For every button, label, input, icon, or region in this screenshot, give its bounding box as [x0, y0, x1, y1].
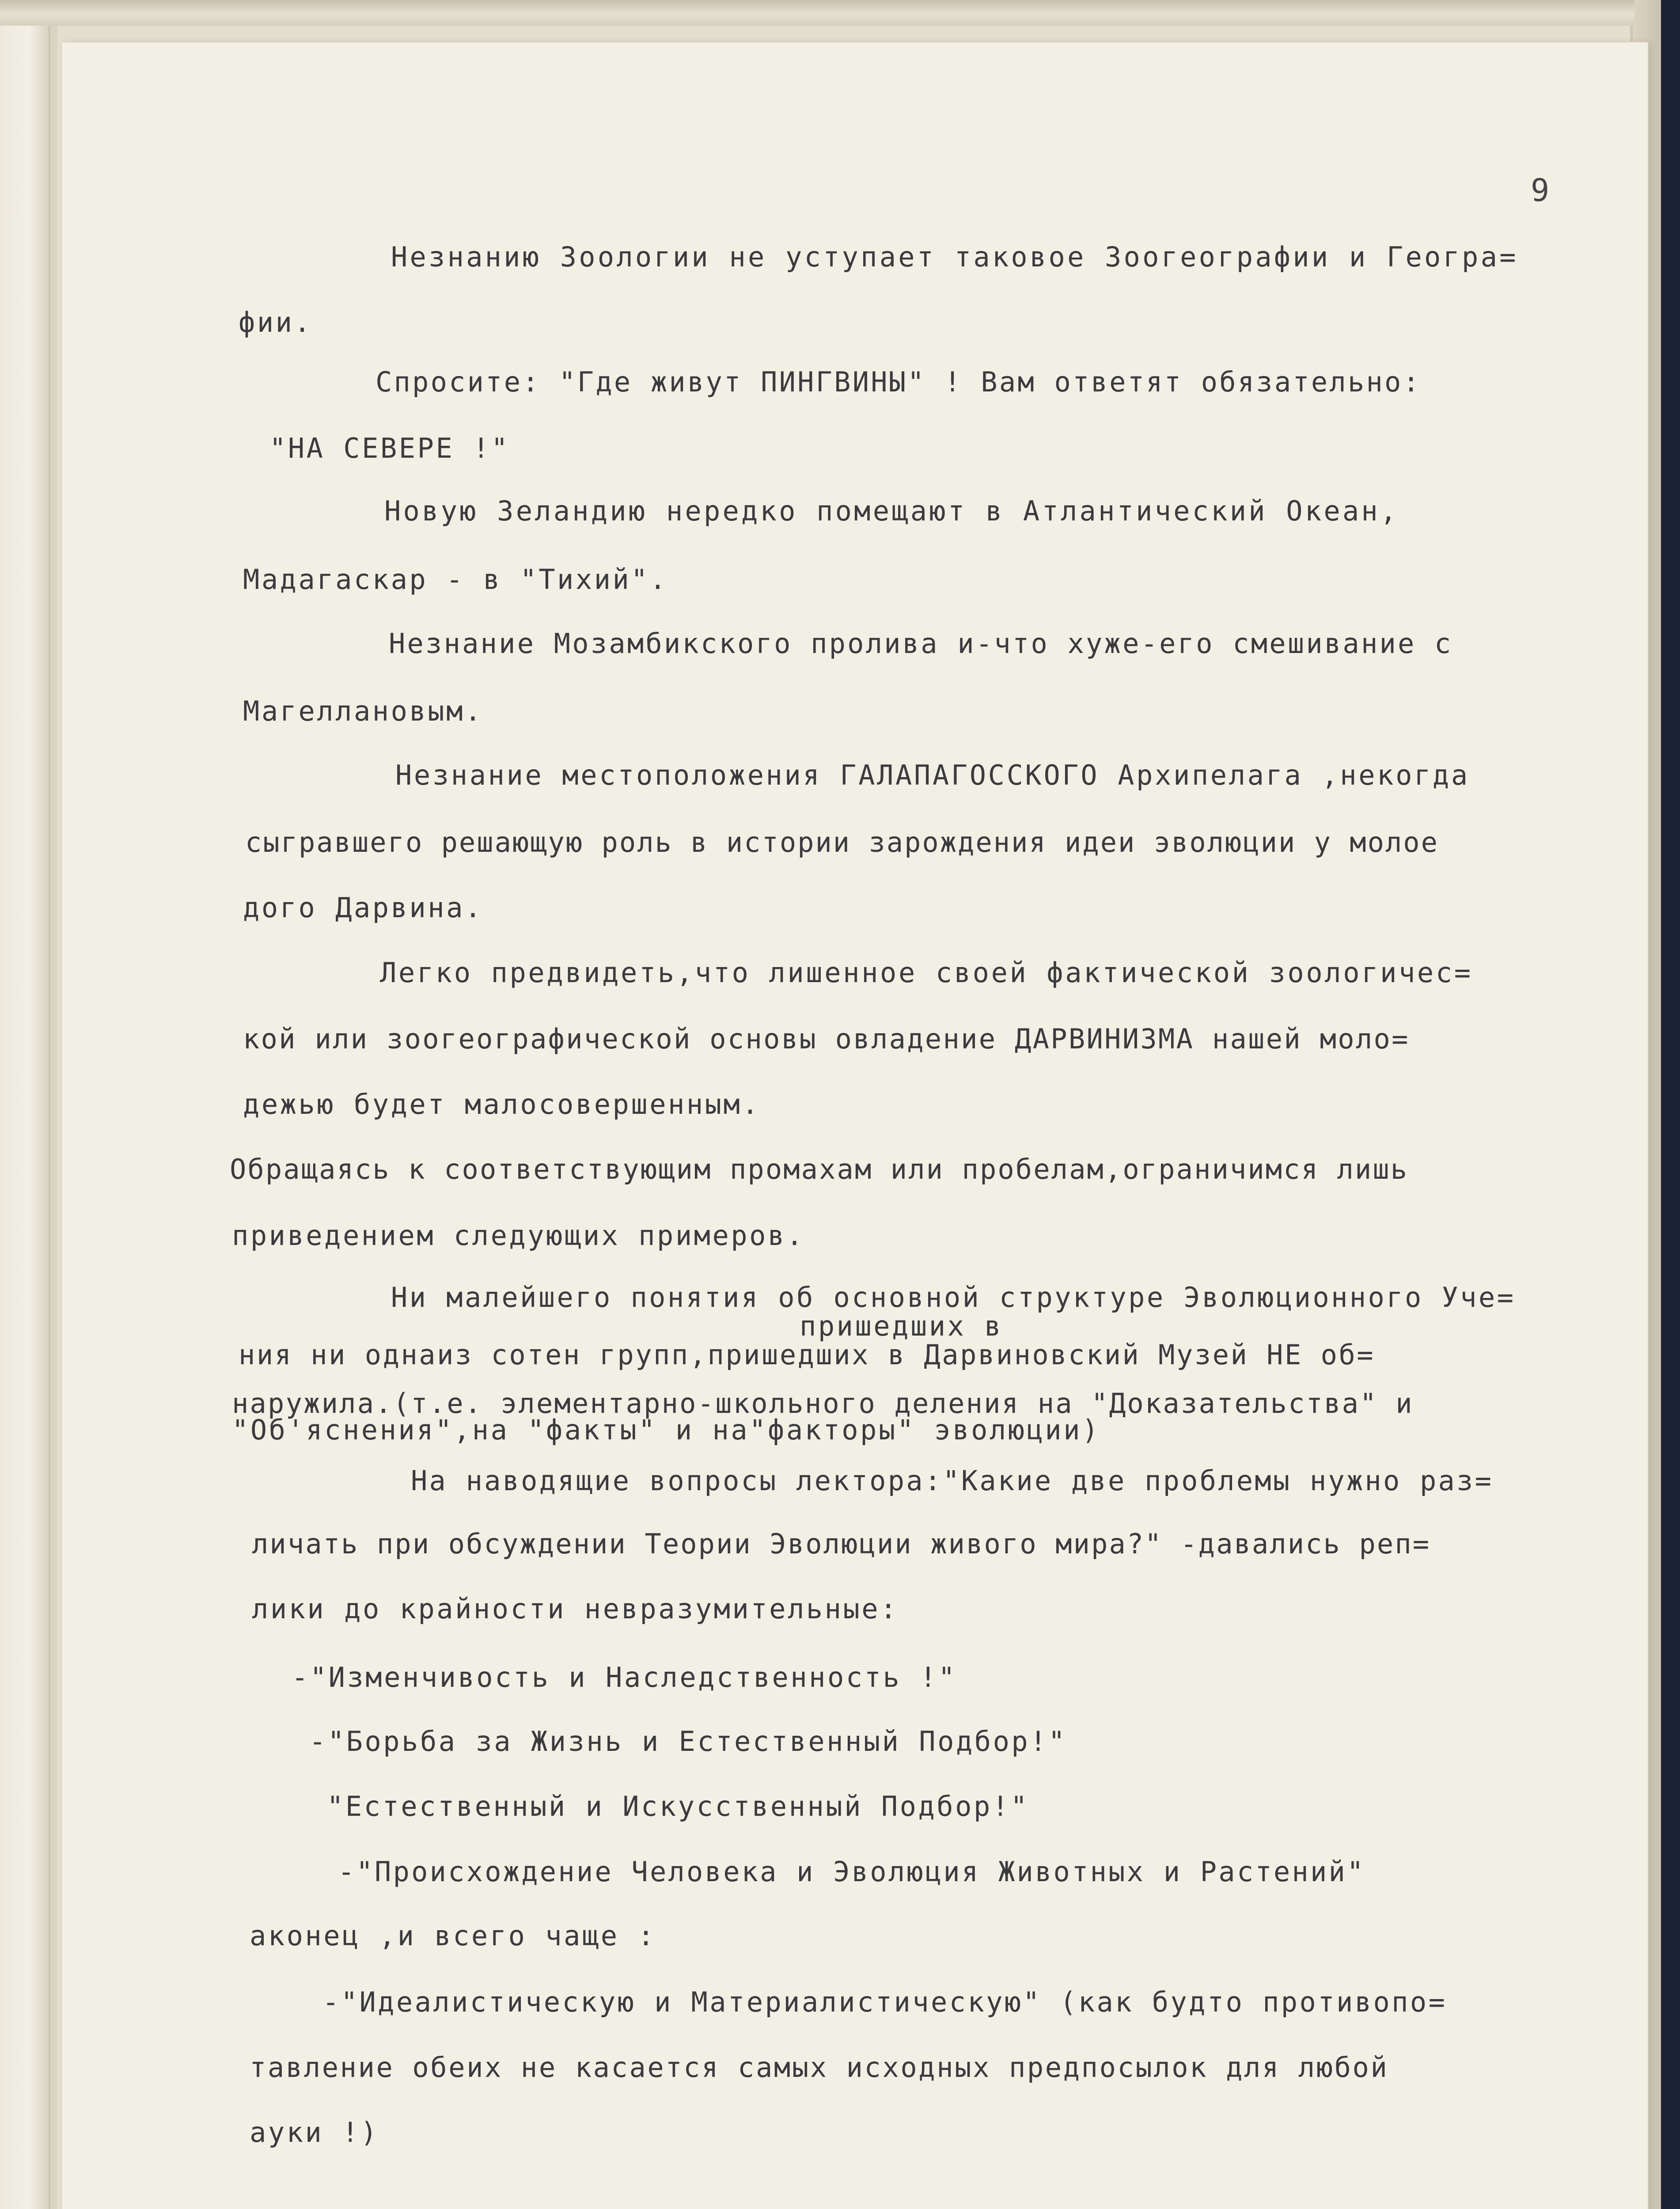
text-line: Спросите: "Где живут ПИНГВИНЫ" ! Вам ответят обязательно: — [375, 366, 1422, 398]
text-line: -"Происхождение Человека и Эволюция Животных и Растений" — [338, 1856, 1365, 1888]
text-line: -"Идеалистическую и Материалистическую" (как будто противопо= — [322, 1986, 1447, 2018]
top-page-edges — [0, 0, 1634, 26]
text-line: дого Дарвина. — [243, 892, 483, 924]
text-line: ния ни однаиз сотен групп,пришедших в Дарвиновский Музей НЕ об= — [239, 1339, 1375, 1371]
text-line: Новую Зеландию нередко помещают в Атлантический Океан, — [384, 495, 1399, 527]
text-line: аконец ,и всего чаще : — [250, 1920, 656, 1952]
text-line: "Естественный и Искусственный Подбор!" — [327, 1790, 1029, 1822]
text-line: фии. — [239, 306, 313, 338]
text-line: Незнание Мозамбикского пролива и-что хуже-его смешивание с — [389, 627, 1453, 660]
text-line: Ни малейшего понятия об основной структуре Эволюционного Уче= — [391, 1281, 1516, 1313]
text-line: наружила.(т.е. элементарно-школьного деления на "Доказательства" и — [232, 1387, 1414, 1420]
text-line: -"Изменчивость и Наследственность !" — [292, 1661, 957, 1693]
binding-fold — [0, 0, 50, 2209]
text-line: личать при обсуждении Теории Эволюции живого мира?" -давались реп= — [252, 1528, 1431, 1560]
text-line: сыгравшего решающую роль в истории зарождения идеи эволюции у молое — [245, 826, 1439, 858]
text-line: кой или зоогеографической основы овладение ДАРВИНИЗМА нашей моло= — [243, 1023, 1410, 1055]
text-line: тавление обеих не касается самых исходных предпосылок для любой — [250, 2051, 1389, 2084]
text-line: Обращаясь к соответствующим промахам или пробелам,ограничимся лишь — [230, 1153, 1409, 1185]
text-line: приведением следующих примеров. — [232, 1219, 805, 1252]
text-line: Мадагаскар - в "Тихий". — [243, 563, 668, 596]
page-number: 9 — [1531, 172, 1550, 209]
text-line: ауки !) — [250, 2116, 379, 2148]
text-line: Незнание местоположения ГАЛАПАГОССКОГО Архипелага ,некогда — [395, 759, 1470, 791]
text-line: "НА СЕВЕРЕ !" — [269, 432, 510, 464]
text-line: Незнанию Зоологии не уступает таковое Зоогеографии и Геогра= — [391, 241, 1518, 273]
typewritten-page — [62, 42, 1648, 2209]
text-line: "Об'яснения",на "факты" и на"факторы" эволюции) — [232, 1414, 1100, 1446]
text-line: На наводящие вопросы лектора:"Какие две проблемы нужно раз= — [411, 1465, 1494, 1497]
text-line: Магеллановым. — [243, 695, 483, 727]
text-line: лики до крайности невразумительные: — [252, 1593, 899, 1625]
text-line: Легко предвидеть,что лишенное своей фактической зоологичес= — [380, 956, 1473, 989]
text-line: -"Борьба за Жизнь и Естественный Подбор!" — [309, 1725, 1067, 1757]
text-line: дежью будет малосовершенным. — [243, 1088, 761, 1120]
text-line-insertion: пришедших в — [800, 1310, 1003, 1342]
